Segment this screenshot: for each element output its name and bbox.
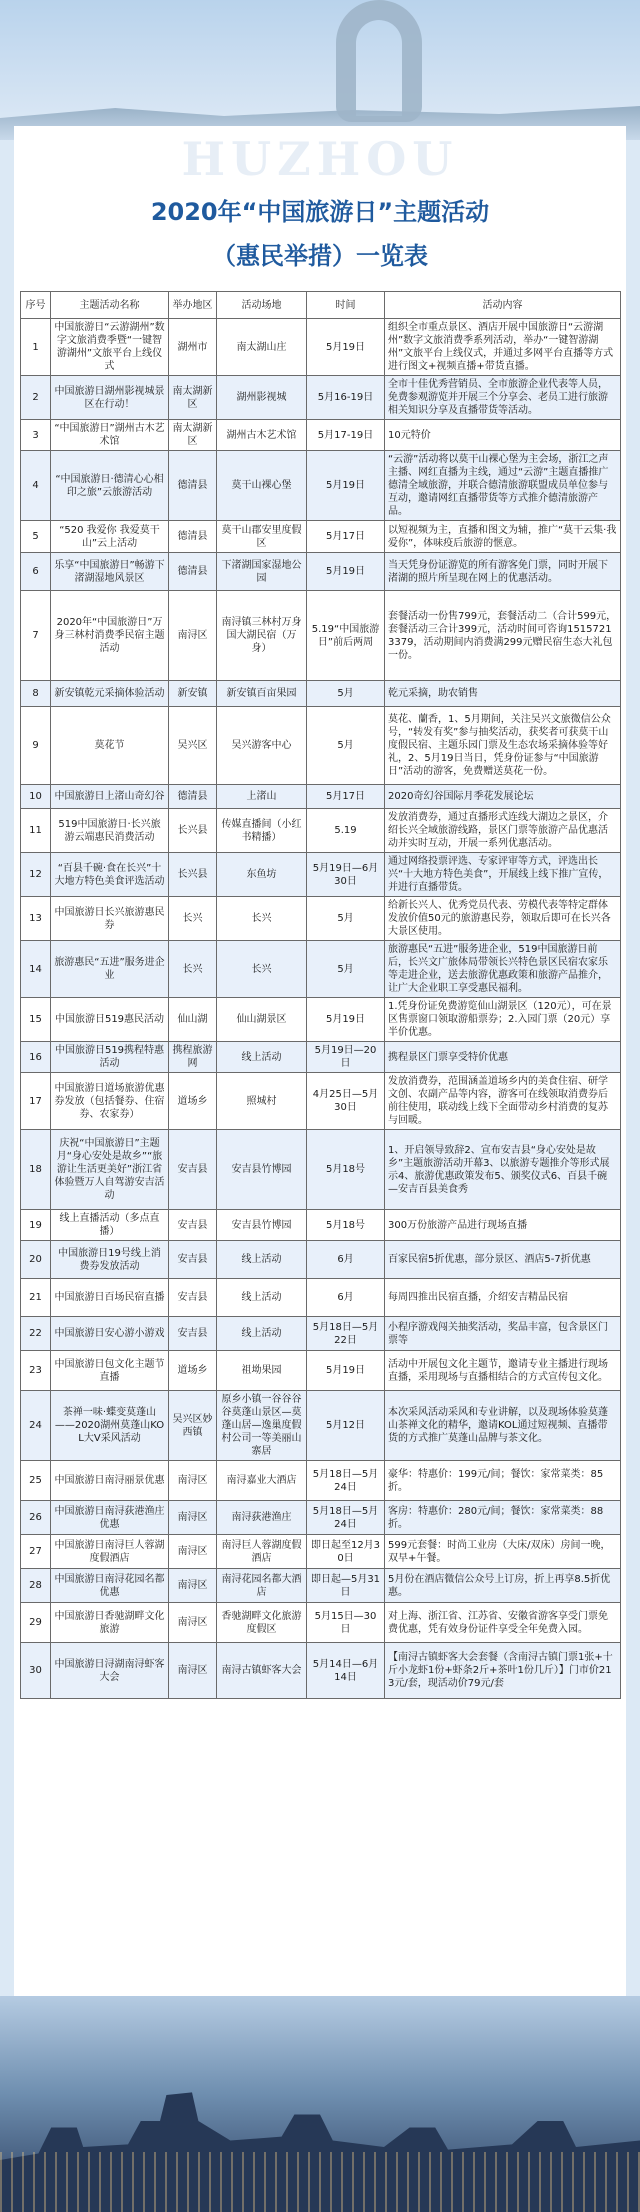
table-row	[21, 897, 621, 941]
cell-name: 莫花节	[51, 707, 169, 785]
cell-name: 中国旅游日南浔荻港渔庄优惠	[51, 1501, 169, 1535]
cell-name: 中国旅游日上渚山奇幻谷	[51, 785, 169, 809]
cell-venue: 新安镇百亩果园	[217, 681, 307, 707]
cell-venue: 线上活动	[217, 1042, 307, 1073]
cell-index: 20	[21, 1241, 51, 1279]
cell-region: 长兴县	[169, 853, 217, 897]
cell-time: 5月19日	[307, 451, 385, 521]
cell-name: “520 我爱你 我爱莫干山”云上活动	[51, 521, 169, 553]
cell-name: 中国旅游日南浔花园名都优惠	[51, 1569, 169, 1603]
cell-content: 豪华：特惠价：199元/间；餐饮：家常菜类：85折。	[385, 1461, 621, 1501]
cell-venue: 莫干山裸心堡	[217, 451, 307, 521]
cell-index: 3	[21, 420, 51, 451]
cell-index: 4	[21, 451, 51, 521]
table-row	[21, 553, 621, 591]
table-row	[21, 681, 621, 707]
table-row	[21, 1317, 621, 1351]
cell-region: 南浔区	[169, 1501, 217, 1535]
table-row	[21, 1643, 621, 1699]
cell-content: 300万份旅游产品进行现场直播	[385, 1210, 621, 1241]
cell-content: 以短视频为主，直播和图文为辅，推广“莫干云集·我爱你”，体味疫后旅游的惬意。	[385, 521, 621, 553]
watermark-text: HUZHOU	[181, 132, 459, 186]
cell-time: 5月14日—6月14日	[307, 1643, 385, 1699]
cell-content: 旅游惠民“五进”服务进企业，519中国旅游日前后，长兴文广旅体局带领长兴特色景区民宿农家乐等走进企业，送去旅游优惠政策和旅游产品推介，让广大企业职工享受惠民福利。	[385, 941, 621, 998]
cell-index: 9	[21, 707, 51, 785]
table-row	[21, 1073, 621, 1130]
cell-name: 中国旅游日道场旅游优惠券发放（包括餐券、住宿券、农家券）	[51, 1073, 169, 1130]
table-row	[21, 1501, 621, 1535]
cell-content: 全市十佳优秀营销员、全市旅游企业代表等人员，免费参观游览并开展三个分享会、老员工进行旅游相关知识分享及直播带货等活动。	[385, 376, 621, 420]
cell-time: 5月19日	[307, 553, 385, 591]
cell-name: 中国旅游日519携程特惠活动	[51, 1042, 169, 1073]
table-row	[21, 1210, 621, 1241]
cell-time: 5月17-19日	[307, 420, 385, 451]
cell-name: 旅游惠民“五进”服务进企业	[51, 941, 169, 998]
cell-time: 5月17日	[307, 785, 385, 809]
table-row	[21, 1461, 621, 1501]
cell-time: 5月19日—20日	[307, 1042, 385, 1073]
cell-time: 4月25日—5月30日	[307, 1073, 385, 1130]
content-card	[14, 126, 626, 1996]
cell-content: 发放消费券，通过直播形式连线大湖边之景区，介绍长兴全域旅游线路，景区门票等旅游产品优惠活动并实时互动，开展一系列优惠活动。	[385, 809, 621, 853]
cell-venue: 祖坳果园	[217, 1351, 307, 1391]
cell-index: 23	[21, 1351, 51, 1391]
footer-city-lights	[0, 2152, 640, 2212]
cell-name: 中国旅游日香驰湖畔文化旅游	[51, 1603, 169, 1643]
cell-venue: 照城村	[217, 1073, 307, 1130]
cell-region: 安吉县	[169, 1210, 217, 1241]
cell-venue: 长兴	[217, 941, 307, 998]
cell-venue: 线上活动	[217, 1279, 307, 1317]
cell-content: 套餐活动一份售799元，套餐活动二（合计599元，套餐活动三合计399元，活动时间可咨询15157213379，活动期间内消费满299元赠民宿生态大礼包一份。	[385, 591, 621, 681]
cell-index: 10	[21, 785, 51, 809]
cell-content: 每周四推出民宿直播，介绍安吉精品民宿	[385, 1279, 621, 1317]
table-row	[21, 1241, 621, 1279]
cell-content: 1.凭身份证免费游览仙山湖景区（120元），可在景区售票窗口领取游船票券；2.入园门票（20元）享半价优惠。	[385, 998, 621, 1042]
activity-table	[20, 291, 621, 1699]
cell-region: 湖州市	[169, 319, 217, 376]
cell-time: 5月18日—5月22日	[307, 1317, 385, 1351]
cell-region: 仙山湖	[169, 998, 217, 1042]
cell-name: 庆祝“中国旅游日”主题月“身心安处是故乡”“旅游让生活更美好”浙江省体验暨万人自驾游安吉活动	[51, 1130, 169, 1210]
table-row	[21, 809, 621, 853]
cell-index: 11	[21, 809, 51, 853]
cell-venue: 莫干山郡安里度假区	[217, 521, 307, 553]
cell-venue: 南浔嘉业大酒店	[217, 1461, 307, 1501]
cell-venue: 长兴	[217, 897, 307, 941]
cell-region: 道场乡	[169, 1351, 217, 1391]
cell-time: 5.19“中国旅游日”前后两周	[307, 591, 385, 681]
cell-venue: 下渚湖国家湿地公园	[217, 553, 307, 591]
table-row	[21, 451, 621, 521]
cell-time: 5月18号	[307, 1130, 385, 1210]
cell-content: 本次采风活动采风和专业讲解，以及现场体验莫蓬山茶禅文化的精华，邀请KOL通过短视频、直播带货的方式推广莫蓬山品牌与茶文化。	[385, 1391, 621, 1461]
cell-venue: 南浔巨人蓉湖度假酒店	[217, 1535, 307, 1569]
cell-time: 5月	[307, 941, 385, 998]
cell-content: 10元特价	[385, 420, 621, 451]
cell-region: 吴兴区	[169, 707, 217, 785]
cell-content: 发放消费券，范围涵盖道场乡内的美食住宿、研学文创、农副产品等内容，游客可在线领取消费券后前往使用，联动线上线下全面带动乡村消费的复苏与回暖。	[385, 1073, 621, 1130]
cell-time: 5月18日—5月24日	[307, 1461, 385, 1501]
cell-region: 长兴	[169, 941, 217, 998]
cell-index: 27	[21, 1535, 51, 1569]
cell-time: 5月12日	[307, 1391, 385, 1461]
cell-time: 5月17日	[307, 521, 385, 553]
cell-index: 2	[21, 376, 51, 420]
table-row	[21, 785, 621, 809]
cell-name: 中国旅游日浔湖南浔虾客大会	[51, 1643, 169, 1699]
cell-region: 南浔区	[169, 1569, 217, 1603]
cell-venue: 东鱼坊	[217, 853, 307, 897]
cell-venue: 南浔荻港渔庄	[217, 1501, 307, 1535]
cell-content: 携程景区门票享受特价优惠	[385, 1042, 621, 1073]
cell-venue: 上渚山	[217, 785, 307, 809]
column-header-name: 主题活动名称	[51, 292, 169, 319]
cell-time: 6月	[307, 1279, 385, 1317]
cell-index: 16	[21, 1042, 51, 1073]
cell-content: 1、开启领导致辞2、宣布安吉县“身心安处是故乡”主题旅游活动开幕3、以旅游专题推介等形式展示4、旅游优惠政策发布5、颁奖仪式6、百县千碗—安吉百县美食秀	[385, 1130, 621, 1210]
table-row	[21, 420, 621, 451]
cell-name: 中国旅游日安心游小游戏	[51, 1317, 169, 1351]
cell-venue: 安吉县竹博园	[217, 1130, 307, 1210]
cell-name: 中国旅游日19号线上消费券发放活动	[51, 1241, 169, 1279]
cell-region: 安吉县	[169, 1241, 217, 1279]
cell-index: 28	[21, 1569, 51, 1603]
cell-time: 5月	[307, 681, 385, 707]
cell-index: 18	[21, 1130, 51, 1210]
cell-region: 吴兴区妙西镇	[169, 1391, 217, 1461]
cell-content: 对上海、浙江省、江苏省、安徽省游客享受门票免费优惠，凭有效身份证件享受全年免费入园。	[385, 1603, 621, 1643]
cell-index: 7	[21, 591, 51, 681]
cell-content: 599元套餐：时尚工业房（大床/双床）房间一晚，双早+午餐。	[385, 1535, 621, 1569]
cell-name: 中国旅游日519惠民活动	[51, 998, 169, 1042]
cell-time: 5月16-19日	[307, 376, 385, 420]
cell-venue: 香驰湖畔文化旅游度假区	[217, 1603, 307, 1643]
cell-content: 乾元采摘，助农销售	[385, 681, 621, 707]
cell-name: 新安镇乾元采摘体验活动	[51, 681, 169, 707]
cell-name: 中国旅游日长兴旅游惠民券	[51, 897, 169, 941]
cell-index: 19	[21, 1210, 51, 1241]
cell-index: 17	[21, 1073, 51, 1130]
cell-region: 长兴	[169, 897, 217, 941]
page-title-line1: 2020年“中国旅游日”主题活动	[150, 198, 490, 226]
table-row	[21, 998, 621, 1042]
cell-region: 南浔区	[169, 591, 217, 681]
cell-index: 24	[21, 1391, 51, 1461]
table-row	[21, 1391, 621, 1461]
cell-name: 中国旅游日南浔丽景优惠	[51, 1461, 169, 1501]
cell-content: 活动中开展包文化主题节，邀请专业主播进行现场直播，采用现场与直播相结合的方式宣传包文化。	[385, 1351, 621, 1391]
cell-time: 5月	[307, 707, 385, 785]
cell-region: 南太湖新区	[169, 420, 217, 451]
table-body	[21, 319, 621, 1699]
cell-venue: 南浔古镇虾客大会	[217, 1643, 307, 1699]
cell-time: 5月19日	[307, 319, 385, 376]
hotel-ring-landmark	[336, 0, 422, 122]
cell-region: 长兴县	[169, 809, 217, 853]
cell-region: 安吉县	[169, 1130, 217, 1210]
cell-region: 德清县	[169, 785, 217, 809]
cell-time: 5.19	[307, 809, 385, 853]
cell-region: 南浔区	[169, 1603, 217, 1643]
cell-time: 5月18号	[307, 1210, 385, 1241]
cell-content: 【南浔古镇虾客大会套餐（含南浔古镇门票1张+十斤小龙虾1份+虾条2斤+茶叶1份几斤）】门市价213元/套，现活动价79元/套	[385, 1643, 621, 1699]
cell-venue: 湖州古木艺术馆	[217, 420, 307, 451]
cell-time: 5月15日—30日	[307, 1603, 385, 1643]
cell-index: 14	[21, 941, 51, 998]
cell-name: 茶禅一味·蝶变莫蓬山——2020湖州莫蓬山KOL大V采风活动	[51, 1391, 169, 1461]
cell-venue: 传媒直播间（小红书精播）	[217, 809, 307, 853]
cell-name: 519中国旅游日·长兴旅游云端惠民消费活动	[51, 809, 169, 853]
table-row	[21, 1535, 621, 1569]
cell-index: 8	[21, 681, 51, 707]
column-header-time: 时间	[307, 292, 385, 319]
cell-content: 5月份在酒店微信公众号上订房，折上再享8.5折优惠。	[385, 1569, 621, 1603]
cell-name: 中国旅游日南浔巨人蓉湖度假酒店	[51, 1535, 169, 1569]
cell-time: 5月19日	[307, 1351, 385, 1391]
cell-content: 百家民宿5折优惠，部分景区、酒店5-7折优惠	[385, 1241, 621, 1279]
table-row	[21, 1279, 621, 1317]
cell-index: 25	[21, 1461, 51, 1501]
cell-time: 6月	[307, 1241, 385, 1279]
cell-index: 12	[21, 853, 51, 897]
cell-time: 即日起—5月31日	[307, 1569, 385, 1603]
cell-venue: 原乡小镇一谷谷谷谷莫蓬山景区—莫蓬山居—逸巢度假村公司一等美丽山寨居	[217, 1391, 307, 1461]
cell-content: 当天凭身份证游览的所有游客免门票，同时开展下渚湖的照片所呈现在网上的优惠活动。	[385, 553, 621, 591]
cell-venue: 线上活动	[217, 1317, 307, 1351]
cell-venue: 南浔花园名都大酒店	[217, 1569, 307, 1603]
table-row	[21, 376, 621, 420]
cell-content: 通过网络投票评选、专家评审等方式，评选出长兴“十大地方特色美食”，开展线上线下推广宣传，并进行直播带货。	[385, 853, 621, 897]
table-row	[21, 941, 621, 998]
cell-region: 安吉县	[169, 1317, 217, 1351]
cell-index: 29	[21, 1603, 51, 1643]
cell-region: 德清县	[169, 451, 217, 521]
table-row	[21, 521, 621, 553]
cell-content: “云游”活动将以莫干山裸心堡为主会场，浙江之声主播、网红直播为主线，通过“云游”主题直播推广德清全域旅游，并联合德清旅游联盟成员单位参与互动，邀请网红直播带货等方式推介德清旅游产品。	[385, 451, 621, 521]
cell-name: “百县千碗·食在长兴”十大地方特色美食评选活动	[51, 853, 169, 897]
cell-region: 南浔区	[169, 1643, 217, 1699]
cell-region: 携程旅游网	[169, 1042, 217, 1073]
cell-venue: 吴兴游客中心	[217, 707, 307, 785]
cell-time: 5月18日—5月24日	[307, 1501, 385, 1535]
column-header-venue: 活动场地	[217, 292, 307, 319]
cell-venue: 湖州影视城	[217, 376, 307, 420]
cell-region: 安吉县	[169, 1279, 217, 1317]
table-row	[21, 591, 621, 681]
cell-content: 2020奇幻谷国际月季花发展论坛	[385, 785, 621, 809]
cell-region: 道场乡	[169, 1073, 217, 1130]
cell-content: 小程序游戏闯关抽奖活动，奖品丰富，包含景区门票等	[385, 1317, 621, 1351]
cell-content: 组织全市重点景区、酒店开展中国旅游日“云游湖州”数字文旅消费季系列活动，举办“一键智游湖州”文旅平台上线仪式，并通过多网平台直播等方式进行图文+视频直播+带货直播。	[385, 319, 621, 376]
cell-index: 21	[21, 1279, 51, 1317]
cell-venue: 安吉县竹博园	[217, 1210, 307, 1241]
cell-name: “中国旅游日”湖州古木艺术馆	[51, 420, 169, 451]
table-row	[21, 1351, 621, 1391]
cell-name: “中国旅游日·德清心心相印之旅”云旅游活动	[51, 451, 169, 521]
table-row	[21, 1130, 621, 1210]
cell-venue: 南太湖山庄	[217, 319, 307, 376]
cell-index: 22	[21, 1317, 51, 1351]
cell-name: 中国旅游日湖州影视城景区在行动！	[51, 376, 169, 420]
cell-region: 德清县	[169, 521, 217, 553]
cell-index: 5	[21, 521, 51, 553]
cell-time: 5月19日—6月30日	[307, 853, 385, 897]
cell-name: 中国旅游日“云游湖州”数字文旅消费季暨“一键智游湖州”文旅平台上线仪式	[51, 319, 169, 376]
table-row	[21, 319, 621, 376]
table-row	[21, 853, 621, 897]
cell-content: 给新长兴人、优秀党员代表、劳模代表等特定群体发放价值50元的旅游惠民券，领取后即可在长兴各大景区使用。	[385, 897, 621, 941]
footer-city-image	[0, 1996, 640, 2212]
cell-time: 5月19日	[307, 998, 385, 1042]
cell-index: 30	[21, 1643, 51, 1699]
page-title-line2: （惠民举措）一览表	[212, 242, 428, 270]
cell-region: 南浔区	[169, 1461, 217, 1501]
table-header-row	[21, 292, 621, 319]
cell-index: 26	[21, 1501, 51, 1535]
cell-region: 德清县	[169, 553, 217, 591]
cell-content: 客房：特惠价：280元/间；餐饮：家常菜类：88折。	[385, 1501, 621, 1535]
cell-name: 乐享“中国旅游日”畅游下渚湖湿地风景区	[51, 553, 169, 591]
column-header-region: 举办地区	[169, 292, 217, 319]
cell-name: 中国旅游日包文化主题节直播	[51, 1351, 169, 1391]
table-row	[21, 1603, 621, 1643]
cell-index: 6	[21, 553, 51, 591]
cell-region: 南太湖新区	[169, 376, 217, 420]
cell-time: 5月	[307, 897, 385, 941]
cell-venue: 南浔镇三林村万身国大湖民宿（万身）	[217, 591, 307, 681]
cell-name: 2020年“中国旅游日”万身三林村消费季民宿主题活动	[51, 591, 169, 681]
column-header-index: 序号	[21, 292, 51, 319]
cell-index: 1	[21, 319, 51, 376]
cell-region: 南浔区	[169, 1535, 217, 1569]
cell-index: 13	[21, 897, 51, 941]
cell-time: 即日起至12月30日	[307, 1535, 385, 1569]
cell-content: 莫花、蘭香，1、5月期间，关注吴兴文旅微信公众号，“转发有奖”参与抽奖活动，获奖者可获莫干山度假民宿、主题乐园门票及生态农场采摘体验等好礼，2、5月19日当日，凭身份证参与“中国旅游日”活动的游客，免费赠送莫花一份。	[385, 707, 621, 785]
cell-name: 线上直播活动（多点直播）	[51, 1210, 169, 1241]
table-row	[21, 707, 621, 785]
table-row	[21, 1569, 621, 1603]
cell-venue: 仙山湖景区	[217, 998, 307, 1042]
cell-venue: 线上活动	[217, 1241, 307, 1279]
cell-region: 新安镇	[169, 681, 217, 707]
column-header-content: 活动内容	[385, 292, 621, 319]
cell-name: 中国旅游日百场民宿直播	[51, 1279, 169, 1317]
cell-index: 15	[21, 998, 51, 1042]
table-row	[21, 1042, 621, 1073]
